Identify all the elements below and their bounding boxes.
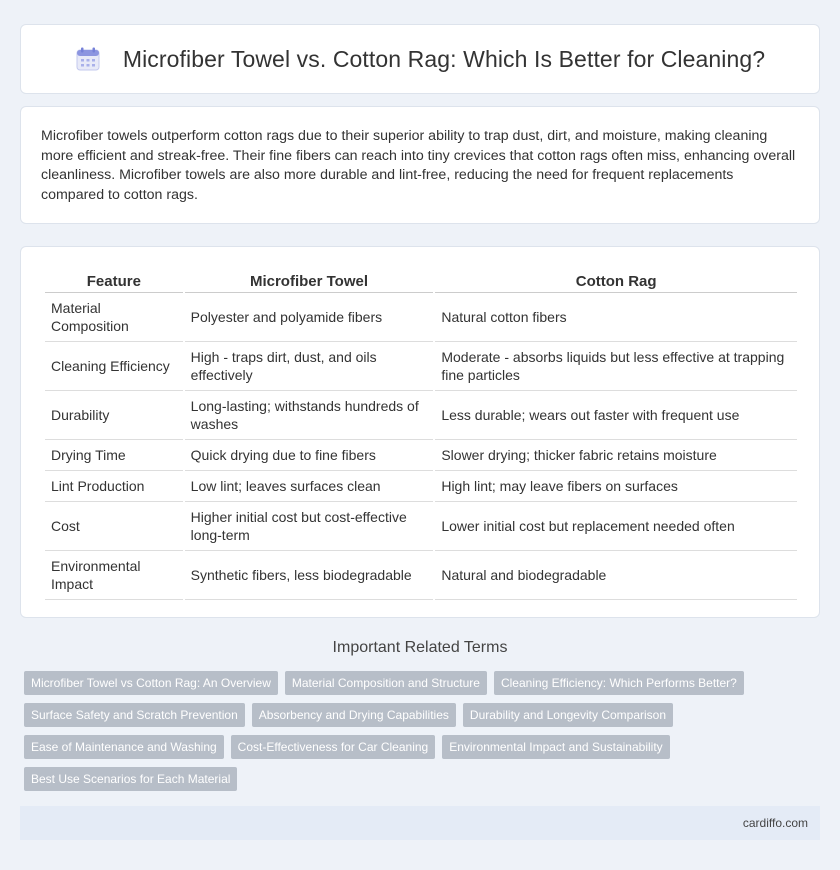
table-cell: Lower initial cost but replacement needed often: [435, 502, 797, 551]
related-term-tag[interactable]: Environmental Impact and Sustainability: [442, 735, 669, 759]
related-term-tag[interactable]: Microfiber Towel vs Cotton Rag: An Overview: [24, 671, 278, 695]
related-term-tag[interactable]: Surface Safety and Scratch Prevention: [24, 703, 245, 727]
related-term-tag[interactable]: Ease of Maintenance and Washing: [24, 735, 224, 759]
table-cell: Drying Time: [45, 440, 183, 471]
site-link[interactable]: cardiffo.com: [742, 816, 808, 830]
table-cell: Slower drying; thicker fabric retains moisture: [435, 440, 797, 471]
header-microfiber: Microfiber Towel: [185, 265, 434, 293]
comparison-table: [43, 265, 799, 600]
table-cell: Quick drying due to fine fibers: [185, 440, 434, 471]
related-terms-list: [24, 671, 784, 791]
table-cell: Lint Production: [45, 471, 183, 502]
related-term-tag[interactable]: Best Use Scenarios for Each Material: [24, 767, 237, 791]
table-row: [45, 551, 797, 600]
table-cell: Cleaning Efficiency: [45, 342, 183, 391]
related-terms-heading: Important Related Terms: [332, 639, 508, 656]
table-header-row: [45, 265, 797, 293]
table-row: [45, 502, 797, 551]
table-cell: Cost: [45, 502, 183, 551]
related-term-tag[interactable]: Material Composition and Structure: [285, 671, 487, 695]
calendar-icon: [75, 46, 101, 72]
footer: [20, 806, 820, 840]
intro-card: [20, 106, 820, 224]
table-cell: Natural cotton fibers: [435, 293, 797, 342]
table-cell: Material Composition: [45, 293, 183, 342]
table-cell: Durability: [45, 391, 183, 440]
related-term-tag[interactable]: Absorbency and Drying Capabilities: [252, 703, 456, 727]
comparison-table-card: [20, 246, 820, 618]
related-term-tag[interactable]: Cost-Effectiveness for Car Cleaning: [231, 735, 436, 759]
table-cell: Moderate - absorbs liquids but less effective at trapping fine particles: [435, 342, 797, 391]
table-row: [45, 471, 797, 502]
table-row: [45, 293, 797, 342]
related-term-tag[interactable]: Cleaning Efficiency: Which Performs Better?: [494, 671, 744, 695]
table-row: [45, 391, 797, 440]
table-cell: Polyester and polyamide fibers: [185, 293, 434, 342]
table-row: [45, 342, 797, 391]
title-card: [20, 24, 820, 94]
intro-text: Microfiber towels outperform cotton rags due to their superior ability to trap dust, dirt, and moisture, making cleaning more efficient and streak-free. Their fine fibers can reach into tiny crevices that cotton rags often miss, enhancing overall cleanliness. Microfiber towels are also more durable and lint-free, reducing the need for frequent replacements compared to cotton rags.: [41, 128, 796, 203]
table-cell: Long-lasting; withstands hundreds of washes: [185, 391, 434, 440]
table-cell: Less durable; wears out faster with frequent use: [435, 391, 797, 440]
table-cell: Synthetic fibers, less biodegradable: [185, 551, 434, 600]
page-title: Microfiber Towel vs. Cotton Rag: Which Is Better for Cleaning?: [122, 45, 766, 72]
table-cell: High - traps dirt, dust, and oils effectively: [185, 342, 434, 391]
table-cell: High lint; may leave fibers on surfaces: [435, 471, 797, 502]
table-cell: Low lint; leaves surfaces clean: [185, 471, 434, 502]
table-cell: Natural and biodegradable: [435, 551, 797, 600]
table-cell: Environmental Impact: [45, 551, 183, 600]
header-cotton: Cotton Rag: [435, 265, 797, 293]
related-term-tag[interactable]: Durability and Longevity Comparison: [463, 703, 673, 727]
header-feature: Feature: [45, 265, 183, 293]
table-row: [45, 440, 797, 471]
table-cell: Higher initial cost but cost-effective long-term: [185, 502, 434, 551]
